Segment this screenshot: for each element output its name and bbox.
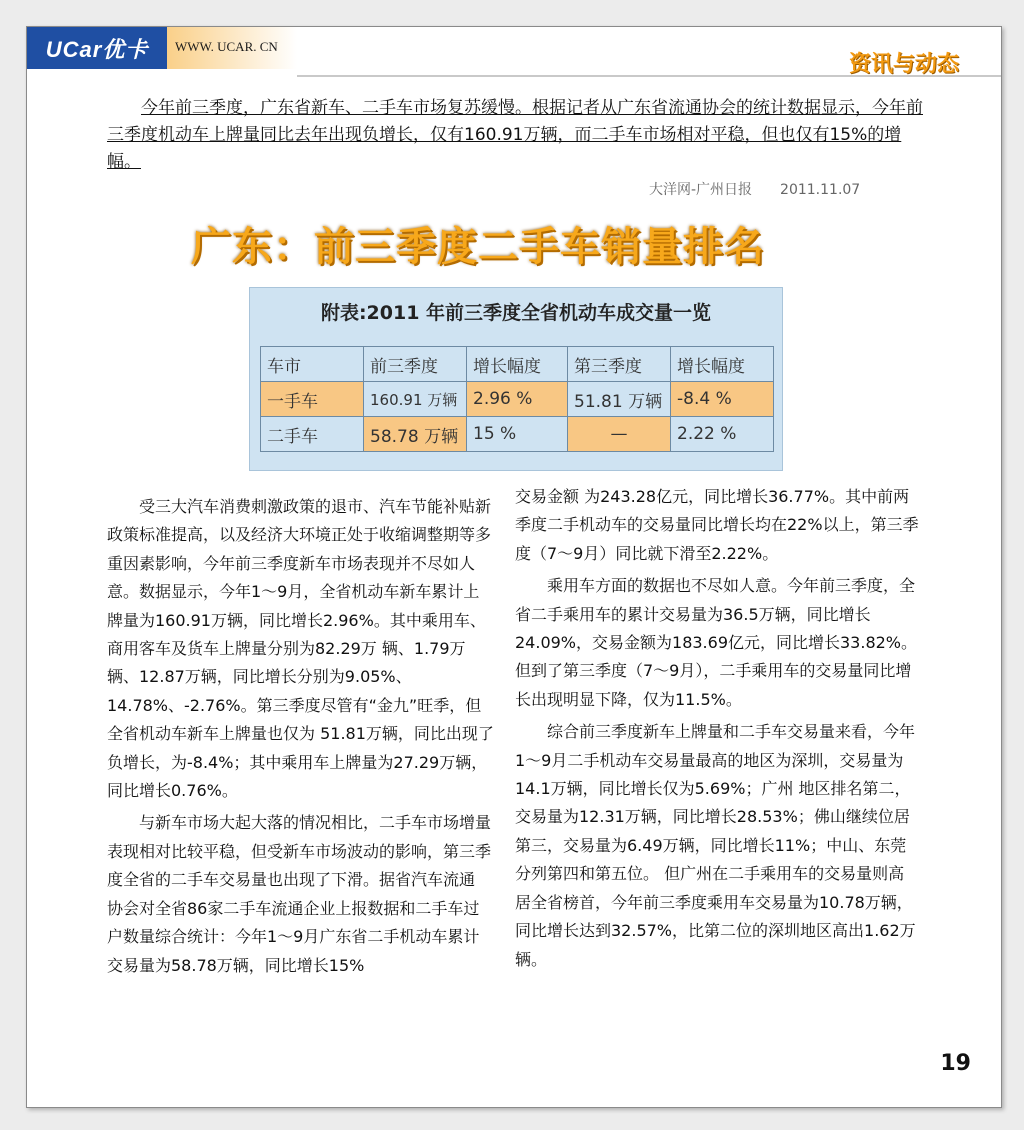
body-paragraph: 综合前三季度新车上牌量和二手车交易量来看，今年1～9月二手机动车交易量最高的地区为深圳，交易量为14.1万辆，同比增长仅为5.69%；广州 地区排名第二，交易量为12.31万辆，同比增长28.53%；佛山继续位居第三，交易量为6.49万辆，同比增长11%；中山、东莞分列第四和第五位。 但广州在二手乘用车的交易量则高居全省榜首，今年前三季度乘用车交易量为10.78万辆，同比增长达到32.57%，比第二位的深圳地区高出1.62万 辆。 — [515, 722, 916, 969]
article-headline: 广东：前三季度二手车销量排名 — [191, 224, 765, 270]
table-caption: 附表:2011 年前三季度全省机动车成交量一览 — [320, 302, 712, 324]
table-cell: 2.96 % — [467, 382, 568, 417]
body-paragraph: 受三大汽车消费刺激政策的退市、汽车节能补贴新政策标准提高，以及经济大环境正处于收缩调整期等多重因素影响，今年前三季度新车市场表现并不尽如人 意。数据显示，今年1～9月，全省机动车新车累计上牌量为160.91万辆，同比增长2.96%。其中乘用车、商用客车及货车上牌量分别为82.29万 辆、1.79万辆、12.87万辆，同比增长分别为9.05%、14.78%、-2.76%。第三季度尽管有“金九”旺季，但全省机动车新车上牌量也仅为 51.81万辆，同比出现了负增长，为-8.4%；其中乘用车上牌量为27.29万辆，同比增长0.76%。 — [107, 497, 494, 801]
article-column-right — [515, 483, 919, 974]
table-row — [261, 417, 774, 452]
table-cell: — — [568, 417, 671, 452]
table-cell: 58.78 万辆 — [364, 417, 467, 452]
page-number: 19 — [940, 1051, 971, 1076]
table-cell: 二手车 — [261, 417, 364, 452]
table-cell: 51.81 万辆 — [568, 382, 671, 417]
table-header-row — [261, 347, 774, 382]
table-header-cell: 增长幅度 — [467, 347, 568, 382]
table-cell: -8.4 % — [671, 382, 774, 417]
magazine-page — [26, 26, 1002, 1108]
section-title: 资讯与动态 — [848, 52, 959, 77]
table-header-cell: 前三季度 — [364, 347, 467, 382]
table-header-cell: 车市 — [261, 347, 364, 382]
intro-paragraph: 今年前三季度，广东省新车、二手车市场复苏缓慢。根据记者从广东省流通协会的统计数据显示，今年前三季度机动车上牌量同比去年出现负增长，仅有160.91万辆，而二手车市场相对平稳，但也仅有15%的增幅。 — [107, 98, 923, 172]
body-paragraph: 乘用车方面的数据也不尽如人意。今年前三季度，全省二手乘用车的累计交易量为36.5万辆，同比增长24.09%，交易金额为183.69亿元，同比增长33.82%。但到了第三季度（7～9月），二手乘用车的交易量同比增长出现明显下降，仅为11.5%。 — [515, 576, 918, 709]
table-cell: 160.91 万辆 — [364, 382, 467, 417]
body-paragraph: 与新车市场大起大落的情况相比，二手车市场增量表现相对比较平稳，但受新车市场波动的影响，第三季度全省的二手车交易量也出现了下滑。据省汽车流通 协会对全省86家二手车流通企业上报数据和二手车过户数量综合统计：今年1～9月广东省二手机动车累计交易量为58.78万辆，同比增长15% — [107, 813, 492, 975]
table-cell: 15 % — [467, 417, 568, 452]
site-url: WWW. UCAR. CN — [175, 39, 278, 54]
table-header-cell: 增长幅度 — [671, 347, 774, 382]
table-header-cell: 第三季度 — [568, 347, 671, 382]
header-banner — [27, 27, 297, 69]
table-row — [261, 382, 774, 417]
ucar-logo: UCar优卡 — [27, 27, 167, 69]
table-cell: 2.22 % — [671, 417, 774, 452]
body-paragraph: 交易金额 为243.28亿元，同比增长36.77%。其中前两季度二手机动车的交易量同比增长均在22%以上，第三季度（7～9月）同比就下滑至2.22%。 — [515, 487, 919, 563]
sales-table-figure — [249, 287, 783, 471]
sales-table — [260, 346, 774, 452]
article-column-left — [107, 493, 495, 980]
source-line: 大洋网-广州日报 2011.11.07 — [649, 182, 861, 198]
table-cell: 一手车 — [261, 382, 364, 417]
